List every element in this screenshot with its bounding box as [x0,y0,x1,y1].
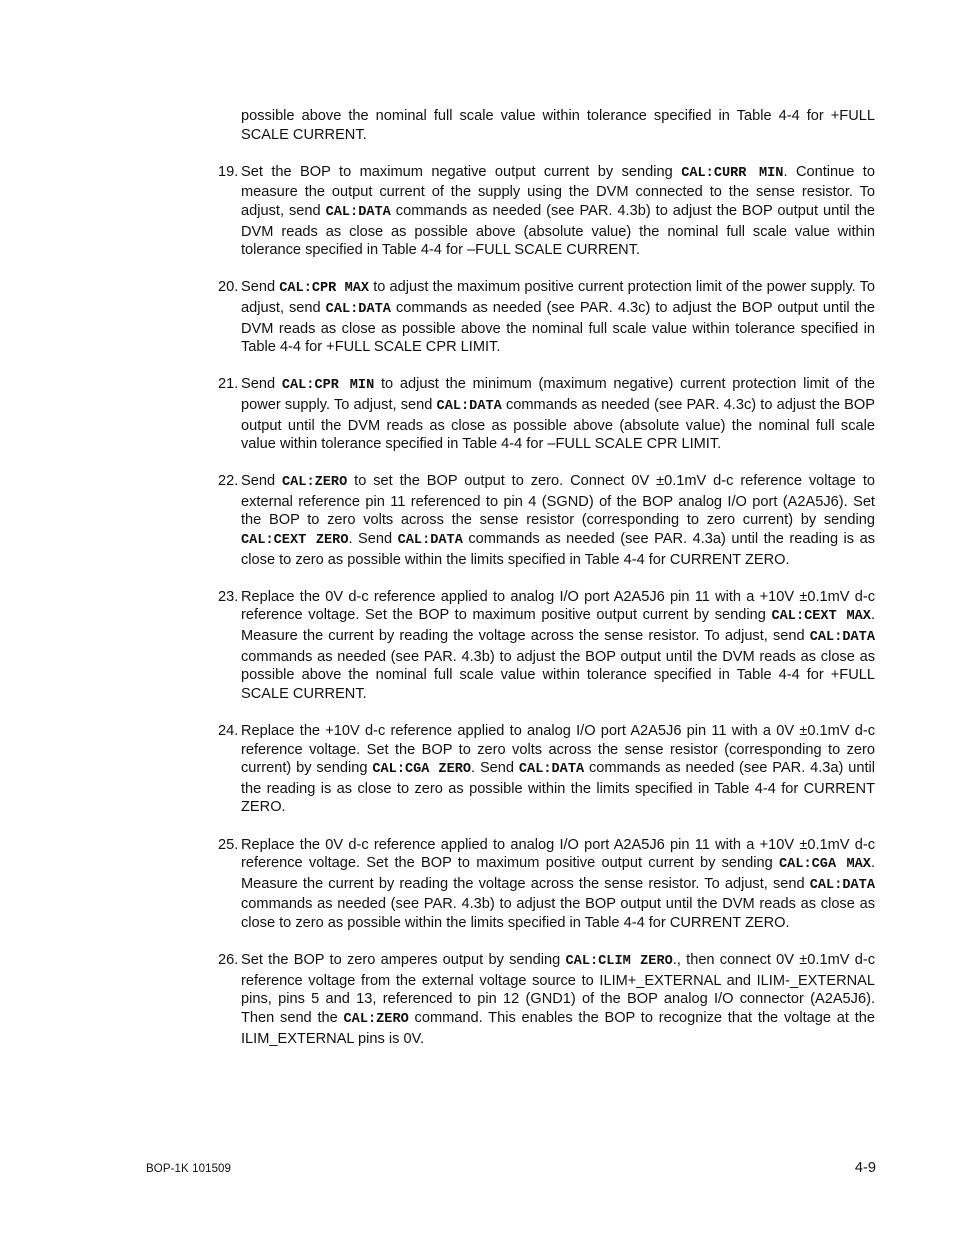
command-text: CAL:ZERO [343,1011,409,1027]
body-text: Set the BOP to zero amperes output by sending [241,952,566,969]
body-text: ., then connect 0V ±0.1mV d-c reference voltage from the external voltage source to ILIM+_EXTERNAL and ILIM-_EXTERNAL pins, pins 5 and 13, referenced to pin 12 (GND1) of the BOP analog I/O connector (A2A5J6). Then send the [241,952,876,1026]
body-text: possible above the nominal full scale value within tolerance specified in Table 4-4 for +FULL SCALE CURRENT. [241,108,875,143]
command-text: CAL:CURR MIN [681,165,784,181]
body-text: Send [241,279,280,296]
body-text: Set the BOP to maximum negative output current by sending [241,163,682,180]
command-text: CAL:DATA [325,301,391,317]
command-text: CAL:ZERO [281,475,348,491]
body-text: . Continue to measure the output current of the supply using the DVM connected to the sense resistor. To adjust, send [241,163,875,219]
command-text: CAL:DATA [436,398,502,414]
body-text: Replace the 0V d-c reference applied to analog I/O port A2A5J6 pin 11 with a +10V ±0.1mV d-c reference voltage. Set the BOP to maximum positive output current by sending [241,588,875,624]
step-text [241,375,875,453]
command-text: CAL:DATA [518,762,585,778]
body-text: command. This enables the BOP to recognize that the voltage at the ILIM_EXTERNAL pins is 0V. [241,1009,875,1047]
body-text: Send [241,473,282,490]
step-number: 20. [218,279,239,296]
body-text: to adjust the maximum positive current protection limit of the power supply. To adjust, send [241,279,876,316]
step-number: 26. [218,952,239,969]
command-text: CAL:DATA [397,533,463,549]
body-text: . Measure the current by reading the voltage across the sense resistor. To adjust, send [241,607,875,645]
command-text: CAL:CEXT MAX [771,609,871,625]
step-number: 24. [218,723,239,739]
body-text: Send [241,376,282,393]
command-text: CAL:CGA ZERO [372,762,472,778]
body-text: commands as needed (see PAR. 4.3b) to adjust the BOP output until the DVM reads as close as close to zero as possible within the limits specified in Table 4-4 for CURRENT ZERO. [241,896,875,931]
procedure-step [218,588,875,704]
body-text: . Send [348,531,398,548]
step-text [241,722,875,817]
command-text: CAL:CPR MIN [281,378,375,394]
step-number: 23. [218,588,239,605]
step-text [241,588,875,704]
procedure-step [218,278,875,356]
step-text [241,836,875,933]
step-number: 19. [218,163,239,180]
step-number: 22. [218,473,239,490]
body-text: to adjust the minimum (maximum negative) current protection limit of the power supply. To adjust, send [241,376,876,413]
command-text: CAL:CLIM ZERO [565,954,673,970]
step-number: 21. [218,376,239,393]
step-text [241,951,875,1048]
body-text: Replace the +10V d-c reference applied to analog I/O port A2A5J6 pin 11 with a 0V ±0.1mV d-c reference voltage. Set the BOP to zero volts across the sense resistor (corresponding to zero current) by sending [241,723,875,777]
command-text: CAL:CPR MAX [279,281,370,297]
body-text: . Send [471,760,519,777]
body-text: commands as needed (see PAR. 4.3b) to adjust the BOP output until the DVM reads as close as possible above the nominal full scale value within tolerance specified in Table 4-4 for +FULL SCALE CURRENT. [241,648,875,702]
body-text: commands as needed (see PAR. 4.3b) to adjust the BOP output until the DVM reads as close as possible above (absolute value) the nominal full scale value within tolerance specified in Table 4-4 for –FULL SCALE CURRENT. [241,202,875,259]
command-text: CAL:DATA [809,877,875,893]
footer-page-number: 4-9 [854,1160,876,1176]
step-text [241,472,875,569]
continuation-paragraph [218,107,875,144]
footer-document-id: BOP-1K 101509 [146,1163,232,1175]
step-text [241,278,875,356]
procedure-step [218,951,875,1048]
document-body [218,107,875,1067]
command-text: CAL:CGA MAX [779,857,871,873]
procedure-steps [218,163,875,1048]
command-text: CAL:DATA [809,630,875,646]
body-text: commands as needed (see PAR. 4.3c) to adjust the BOP output until the DVM reads as close as possible above the nominal full scale value within tolerance specified in Table 4-4 for +FULL SCALE CPR LIMIT. [241,299,875,356]
command-text: CAL:DATA [325,204,391,220]
body-text: . Measure the current by reading the voltage across the sense resistor. To adjust, send [241,855,876,892]
procedure-step [218,375,875,453]
step-text [241,163,875,260]
procedure-step [218,472,875,569]
procedure-step [218,722,875,817]
body-text: Replace the 0V d-c reference applied to analog I/O port A2A5J6 pin 11 with a +10V ±0.1mV d-c reference voltage. Set the BOP to maximum positive output current by sending [241,836,875,872]
procedure-step [218,163,875,260]
command-text: CAL:CEXT ZERO [241,533,349,549]
body-text: commands as needed (see PAR. 4.3a) until the reading is as close to zero as possible within the limits specified in Table 4-4 for CURRENT ZERO. [241,760,875,816]
procedure-step [218,836,875,933]
body-text: commands as needed (see PAR. 4.3c) to adjust the BOP output until the DVM reads as close as possible above (absolute value) the nominal full scale value within tolerance specified in Table 4-4 for –FULL SCALE CPR LIMIT. [241,396,875,453]
step-number: 25. [218,836,239,853]
body-text: commands as needed (see PAR. 4.3a) until the reading is as close to zero as possible within the limits specified in Table 4-4 for CURRENT ZERO. [241,531,875,568]
body-text: to set the BOP output to zero. Connect 0V ±0.1mV d-c reference voltage to external reference pin 11 referenced to pin 4 (SGND) of the BOP analog I/O port (A2A5J6). Set the BOP to zero volts across the sense resistor (corresponding to zero current) by sending [241,473,875,529]
